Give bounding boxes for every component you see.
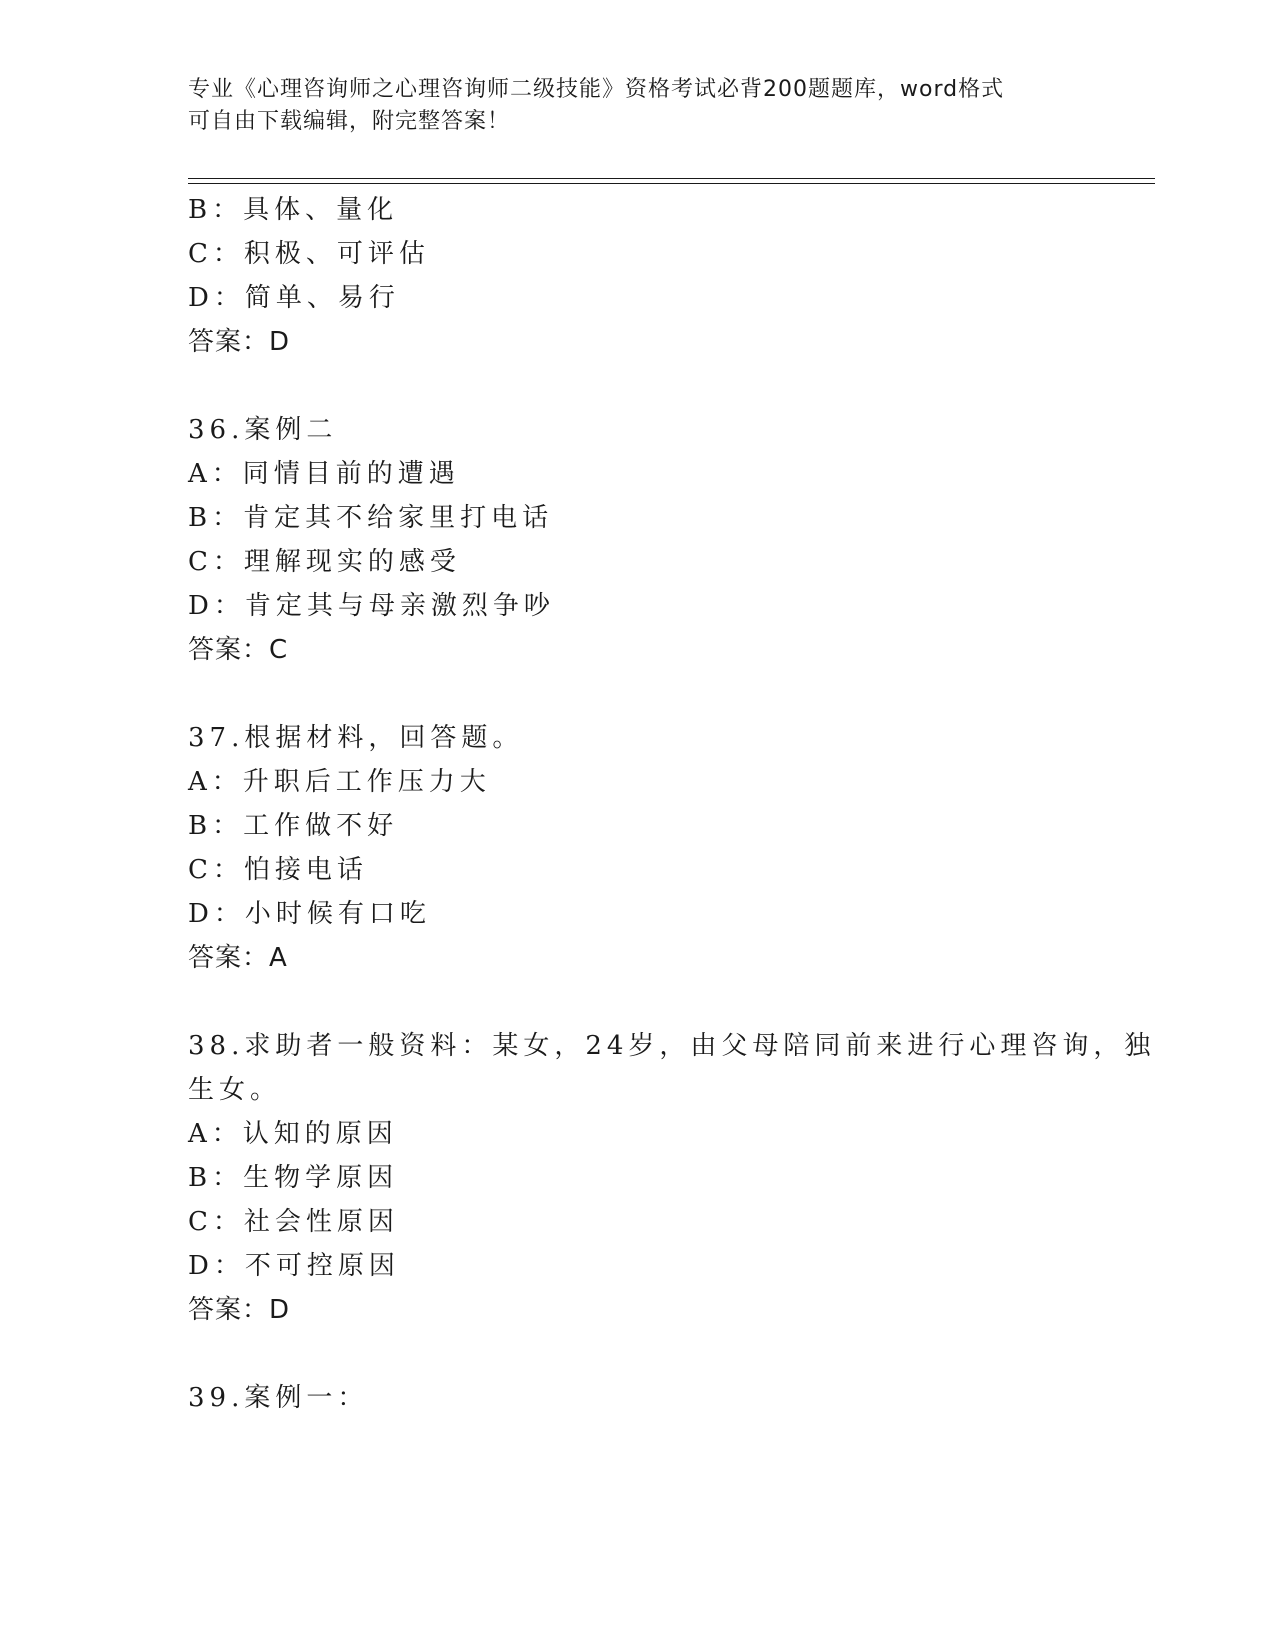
option-a: A：升职后工作压力大 [188, 767, 491, 797]
option-b: B：生物学原因 [188, 1163, 399, 1193]
header-line-1: 专业《心理咨询师之心理咨询师二级技能》资格考试必背200题题库，word格式 [188, 77, 1005, 102]
option-d: D：小时候有口吃 [188, 899, 431, 929]
option-d: D：不可控原因 [188, 1251, 400, 1281]
answer-label: 答案：C [188, 635, 289, 665]
answer-label: 答案：A [188, 943, 288, 973]
header-divider-bottom [188, 183, 1155, 184]
header-line-2: 可自由下载编辑，附完整答案！ [188, 109, 511, 134]
option-c: C：怕接电话 [188, 855, 368, 885]
header-divider-top [188, 178, 1155, 179]
option-a: A：同情目前的遭遇 [188, 459, 460, 489]
question-stem-continued: 生女。 [188, 1075, 282, 1105]
answer-label: 答案：D [188, 1295, 291, 1325]
option-c: C：社会性原因 [188, 1207, 399, 1237]
question-stem: 36.案例二 [188, 415, 338, 445]
option-a: A：认知的原因 [188, 1119, 398, 1149]
question-stem: 39.案例一： [188, 1383, 369, 1413]
option-d: D：肯定其与母亲激烈争吵 [188, 591, 555, 621]
option-b: B：具体、量化 [188, 195, 399, 225]
option-c: C：积极、可评估 [188, 239, 430, 269]
option-b: B：工作做不好 [188, 811, 399, 841]
question-stem: 37.根据材料，回答题。 [188, 723, 524, 753]
document-header [188, 74, 1068, 138]
answer-label: 答案：D [188, 327, 291, 357]
option-b: B：肯定其不给家里打电话 [188, 503, 554, 533]
option-c: C：理解现实的感受 [188, 547, 461, 577]
option-d: D：简单、易行 [188, 283, 400, 313]
question-stem: 38.求助者一般资料：某女，24岁，由父母陪同前来进行心理咨询，独 [188, 1031, 1156, 1061]
